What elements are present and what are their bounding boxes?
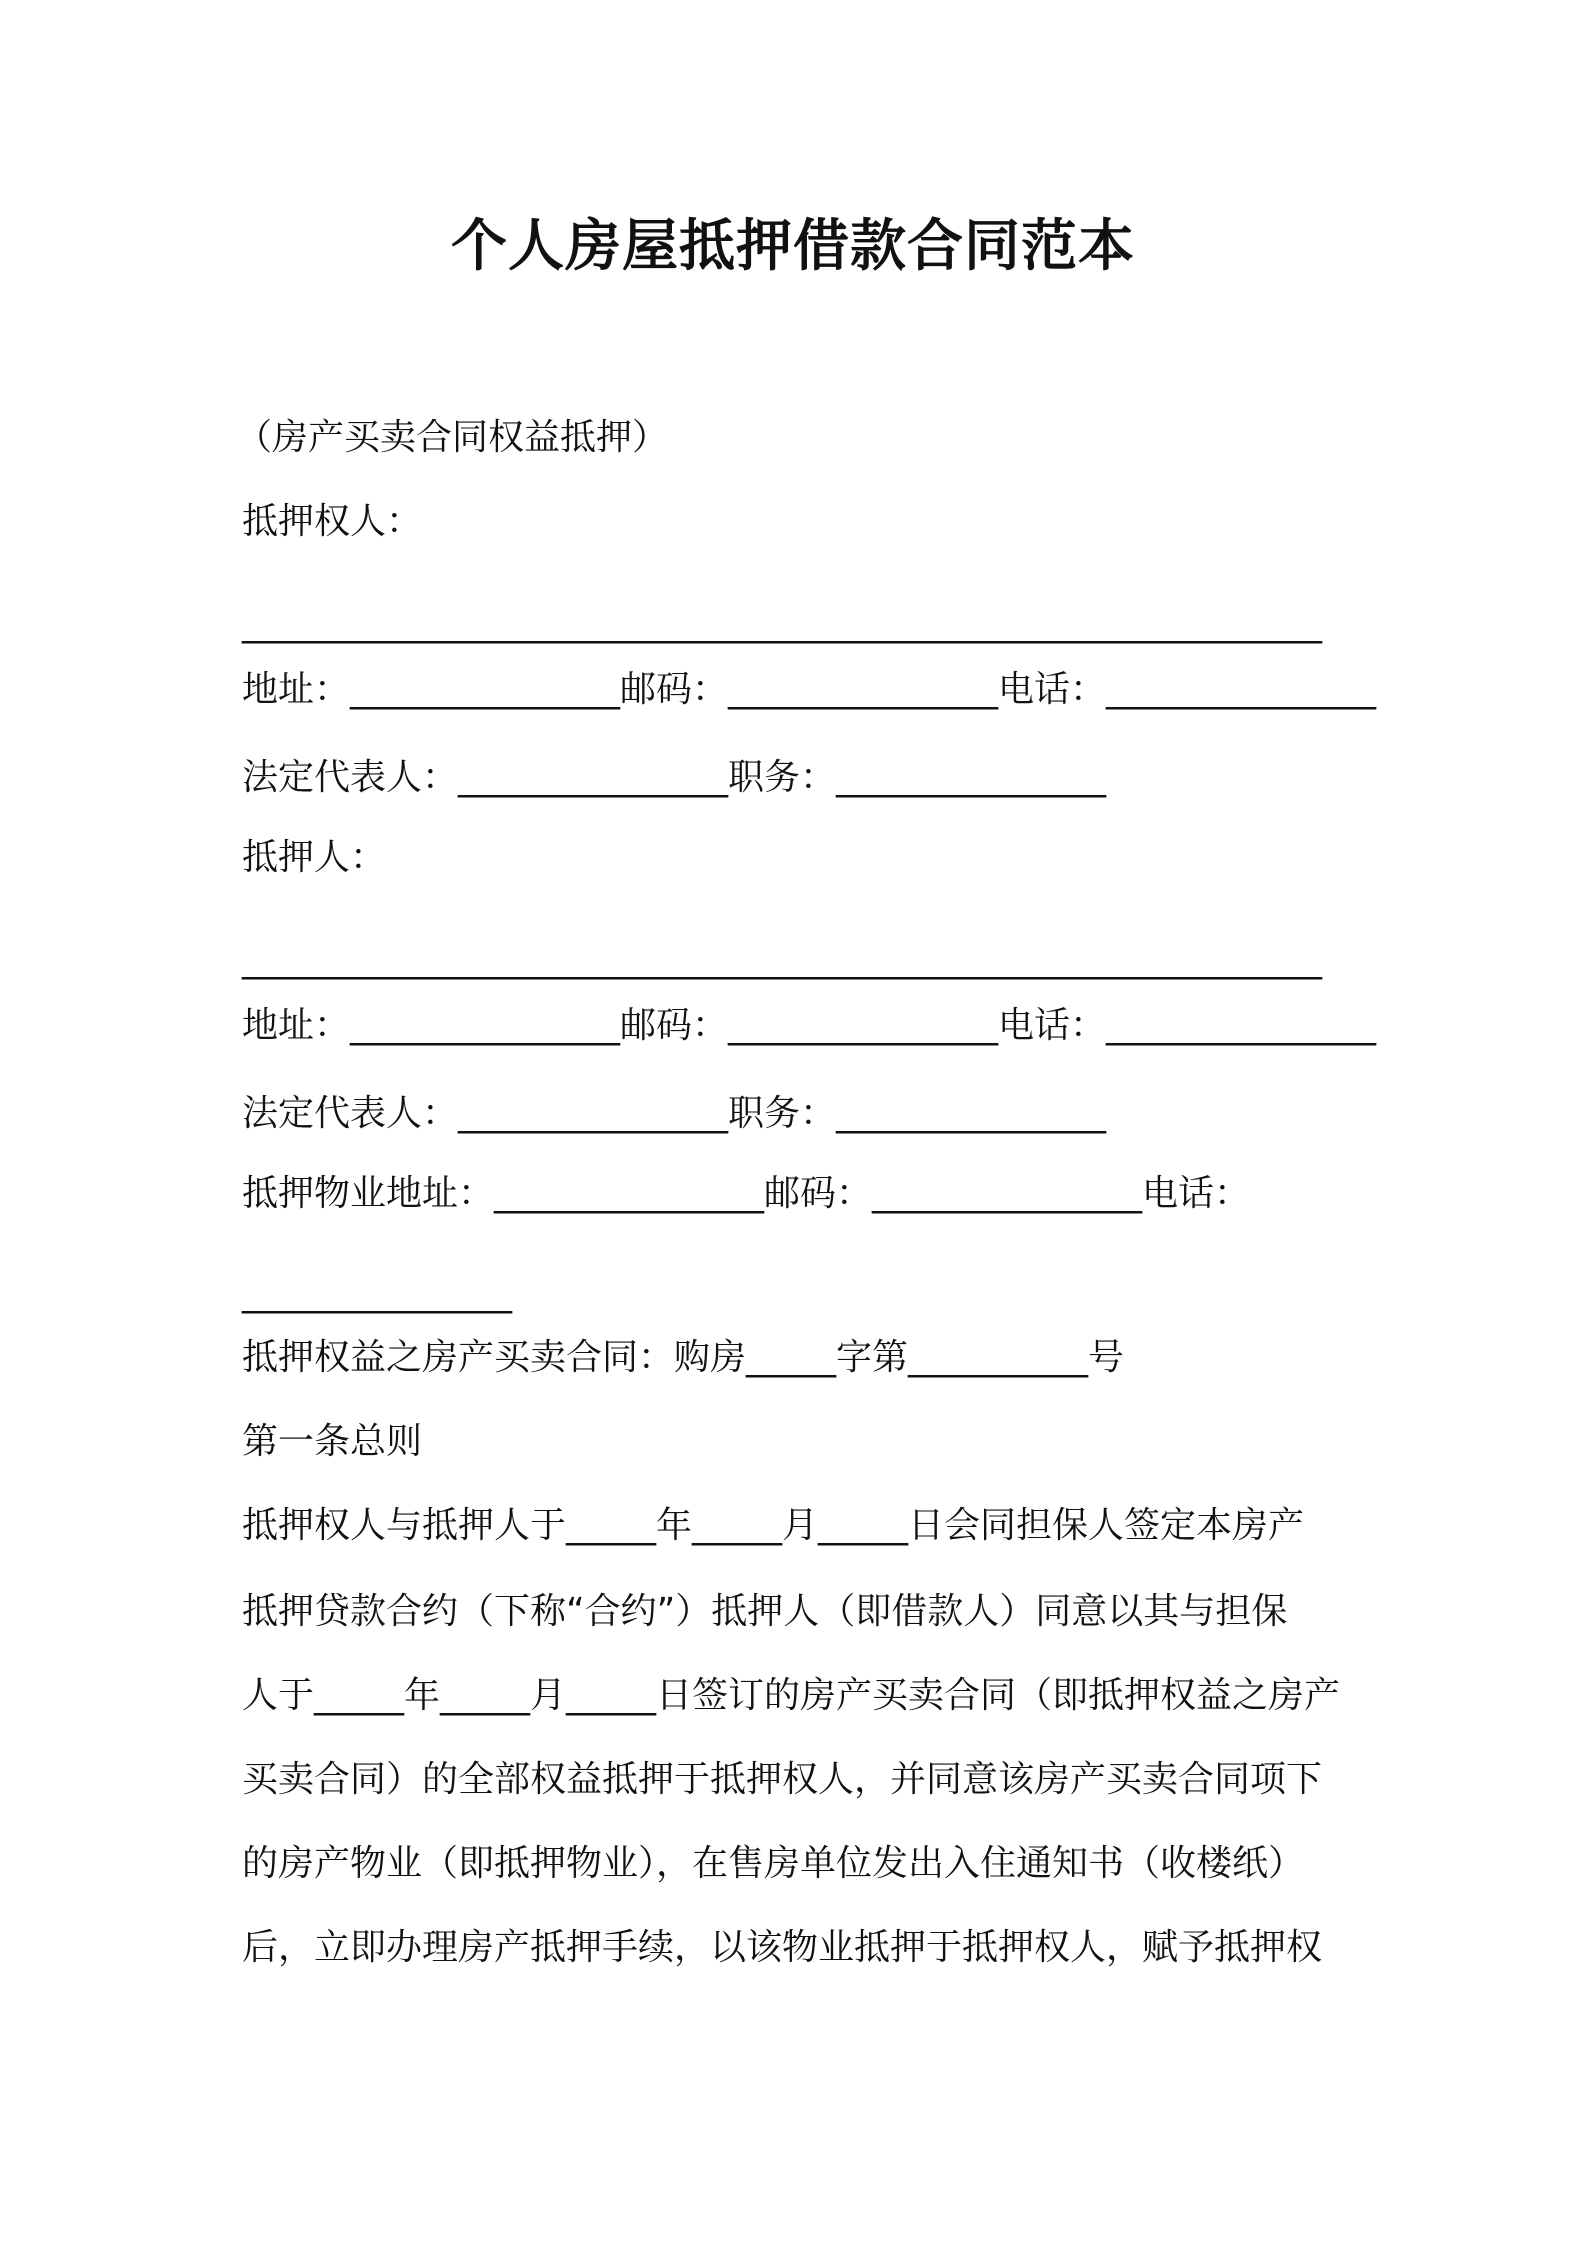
contract-reference-line: 抵押权益之房产买卖合同：购房_____字第__________号 (242, 1337, 1125, 1378)
property-address-line: 抵押物业地址：_______________邮码：_______________电话： (242, 1173, 1251, 1214)
property-phone-blank: _______________ (242, 1273, 512, 1314)
document-title: 个人房屋抵押借款合同范本 (451, 214, 1135, 279)
mortgagor-representative-line: 法定代表人：_______________职务：_______________ (242, 1093, 1107, 1134)
body-line: 的房产物业（即抵押物业），在售房单位发出入住通知书（收楼纸） (242, 1843, 1305, 1884)
body-line: 抵押权人与抵押人于_____年_____月_____日会同担保人签定本房产 (242, 1505, 1305, 1546)
mortgagee-representative-line: 法定代表人：_______________职务：_______________ (242, 757, 1107, 798)
mortgagee-contact-line: 地址：_______________邮码：_______________电话：_______________ (242, 669, 1377, 710)
mortgagor-label: 抵押人： (242, 837, 387, 878)
mortgagee-name-blank: ____________________________________________________________ (242, 603, 1322, 644)
document-subtitle: （房产买卖合同权益抵押） (236, 417, 669, 458)
mortgagor-name-blank: ____________________________________________________________ (242, 939, 1322, 980)
body-line: 买卖合同）的全部权益抵押于抵押权人，并同意该房产买卖合同项下 (242, 1759, 1323, 1800)
mortgagee-label: 抵押权人： (242, 501, 423, 542)
body-line: 抵押贷款合约（下称“合约”）抵押人（即借款人）同意以其与担保 (242, 1591, 1288, 1632)
body-line: 人于_____年_____月_____日签订的房产买卖合同（即抵押权益之房产 (242, 1675, 1341, 1716)
article-one-heading: 第一条总则 (242, 1421, 423, 1462)
mortgagor-contact-line: 地址：_______________邮码：_______________电话：_______________ (242, 1005, 1377, 1046)
body-line: 后，立即办理房产抵押手续，以该物业抵押于抵押权人，赋予抵押权 (242, 1927, 1323, 1968)
